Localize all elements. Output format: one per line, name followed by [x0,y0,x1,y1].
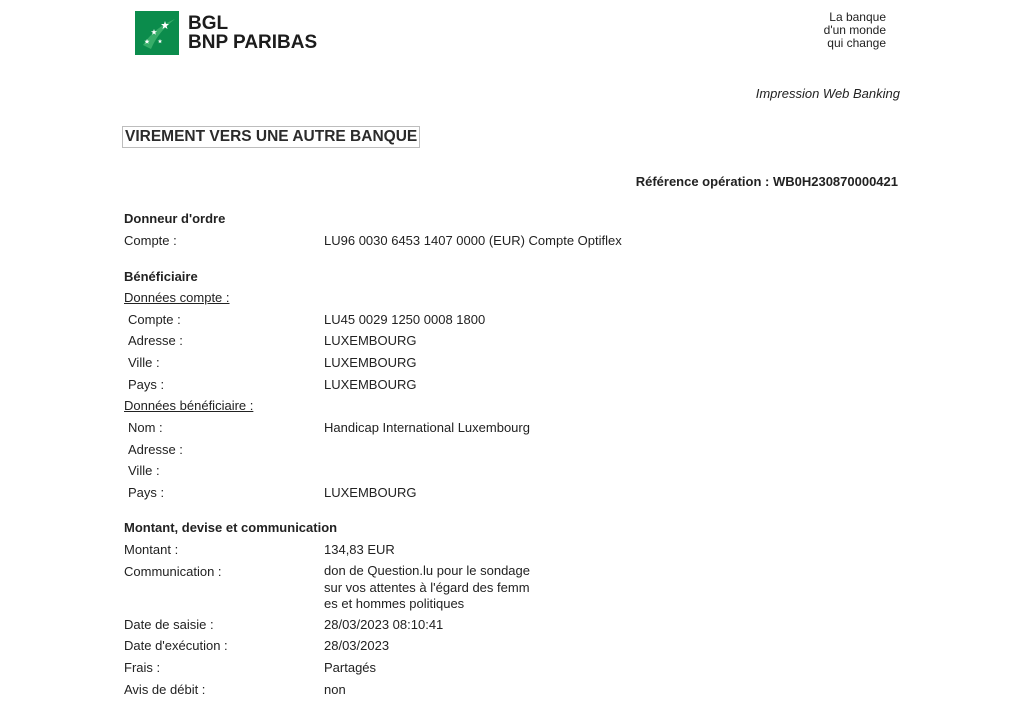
beneficiaire-compte-value: LU45 0029 1250 0008 1800 [324,312,486,327]
beneficiaire-nom-value: Handicap International Luxembourg [324,420,530,435]
tagline-line: La banque [829,10,886,24]
beneficiaire-ville2-label: Ville : [128,463,160,478]
logo-line1: BGL [188,13,229,34]
tagline [824,11,886,50]
beneficiaire-adresse2-label: Adresse : [128,442,183,457]
beneficiaire-adresse-value: LUXEMBOURG [324,333,417,348]
montant-value: 134,83 EUR [324,542,395,557]
beneficiaire-ville-value: LUXEMBOURG [324,355,417,370]
beneficiaire-pays-label: Pays : [128,377,165,392]
tagline-line: qui change [827,36,886,50]
beneficiaire-nom-label: Nom : [128,420,163,435]
frais-value: Partagés [324,660,377,675]
print-label: Impression Web Banking [755,86,900,101]
donneur-compte-label: Compte : [124,233,177,248]
operation-reference: Référence opération : WB0H230870000421 [635,174,898,189]
bank-logo [135,11,317,55]
logo-line2: BNP PARIBAS [188,32,318,53]
avis-debit-label: Avis de débit : [124,682,206,697]
tagline-line: d'un monde [823,23,886,37]
section-heading-beneficiaire: Bénéficiaire [124,269,198,284]
date-saisie-label: Date de saisie : [124,617,214,632]
beneficiaire-ville-label: Ville : [128,355,160,370]
date-execution-value: 28/03/2023 [324,638,390,653]
communication-label: Communication : [124,564,222,579]
beneficiaire-adresse-label: Adresse : [128,333,183,348]
section-heading-donneur: Donneur d'ordre [124,211,226,226]
subheading-donnees-beneficiaire: Données bénéficiaire : [124,398,254,413]
donneur-compte-value: LU96 0030 6453 1407 0000 (EUR) Compte Optiflex [324,233,622,248]
beneficiaire-pays2-value: LUXEMBOURG [324,485,417,500]
beneficiaire-pays2-label: Pays : [128,485,165,500]
beneficiaire-compte-label: Compte : [128,312,181,327]
communication-line: sur vos attentes à l'égard des femm [324,579,530,595]
montant-label: Montant : [124,542,179,557]
frais-label: Frais : [124,660,161,675]
date-execution-label: Date d'exécution : [124,638,228,653]
avis-debit-value: non [324,682,346,697]
communication-line: es et hommes politiques [324,596,465,611]
communication-value [324,563,530,613]
communication-line: don de Question.lu pour le sondage [324,563,530,578]
subheading-donnees-compte: Données compte : [124,290,230,305]
date-saisie-value: 28/03/2023 08:10:41 [324,617,444,632]
beneficiaire-pays-value: LUXEMBOURG [324,377,417,392]
logo-text [188,14,317,52]
bnp-stars-icon [135,11,179,55]
section-heading-montant: Montant, devise et communication [124,520,338,535]
page-title: VIREMENT VERS UNE AUTRE BANQUE [122,126,420,148]
